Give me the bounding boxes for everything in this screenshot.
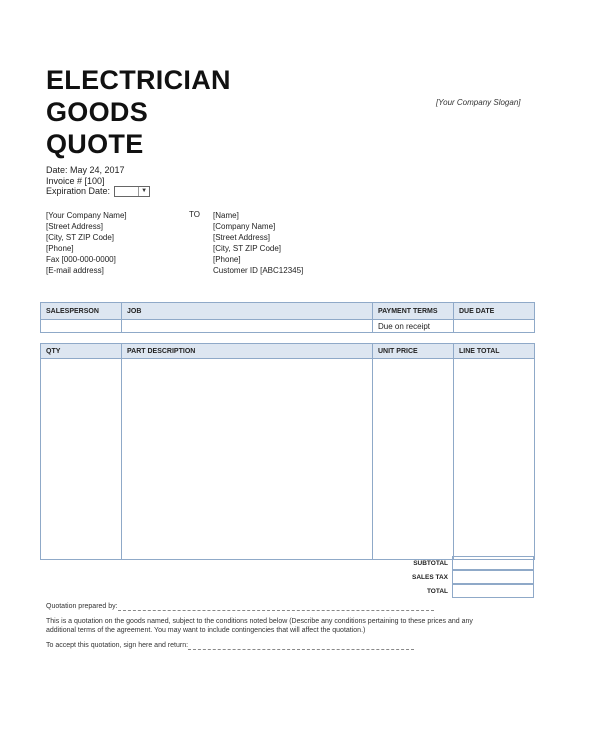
accept-line <box>46 641 476 650</box>
recipient-city: [City, ST ZIP Code] <box>213 244 282 253</box>
line-items-body <box>41 359 535 560</box>
qty-column[interactable] <box>41 359 122 560</box>
company-slogan: [Your Company Slogan] <box>436 98 521 107</box>
line-items-header-row <box>41 344 535 359</box>
part-description-column[interactable] <box>122 359 373 560</box>
payment-terms-header: PAYMENT TERMS <box>373 303 454 320</box>
job-header: JOB <box>122 303 373 320</box>
sender-city: [City, ST ZIP Code] <box>46 233 115 242</box>
subtotal-label: SUBTOTAL <box>413 559 448 567</box>
recipient-name: [Name] <box>213 211 239 220</box>
recipient-customer-id: Customer ID [ABC12345] <box>213 266 304 275</box>
quote-meta <box>46 165 150 197</box>
sender-fax: Fax [000-000-0000] <box>46 255 116 264</box>
unit-price-header: UNIT PRICE <box>373 344 454 359</box>
document-title <box>46 64 231 160</box>
chevron-down-icon: ▼ <box>138 187 149 196</box>
title-line-2: GOODS <box>46 97 149 127</box>
prepared-by-line <box>46 602 476 611</box>
sales-info-row <box>41 320 535 333</box>
qty-header: QTY <box>41 344 122 359</box>
date-line: Date: May 24, 2017 <box>46 165 125 175</box>
salesperson-cell[interactable] <box>41 320 122 333</box>
salesperson-header: SALESPERSON <box>41 303 122 320</box>
due-date-cell[interactable] <box>454 320 535 333</box>
total-label: TOTAL <box>426 587 448 595</box>
line-total-column[interactable] <box>454 359 535 560</box>
title-line-1: ELECTRICIAN <box>46 65 231 95</box>
quotation-terms: This is a quotation on the goods named, subject to the conditions noted below (Describe any conditions pertaining to these prices and any additional terms of the agreement. You may want to include contingencies that will affect the quotation.) <box>46 618 473 634</box>
recipient-street: [Street Address] <box>213 233 270 242</box>
accept-signature-line[interactable] <box>188 643 414 650</box>
total-row <box>372 584 534 598</box>
sales-info-table <box>40 302 535 333</box>
invoice-line: Invoice # [100] <box>46 175 105 186</box>
expiration-label: Expiration Date: <box>46 186 111 197</box>
line-total-header: LINE TOTAL <box>454 344 535 359</box>
part-description-header: PART DESCRIPTION <box>122 344 373 359</box>
sender-address <box>46 210 127 276</box>
expiration-line <box>46 186 150 197</box>
prepared-by-signature-line[interactable] <box>118 604 434 611</box>
recipient-company: [Company Name] <box>213 222 276 231</box>
expiration-date-dropdown[interactable] <box>114 186 150 197</box>
sales-tax-value[interactable] <box>452 570 534 584</box>
payment-terms-cell[interactable]: Due on receipt <box>373 320 454 333</box>
sender-email: [E-mail address] <box>46 266 104 275</box>
recipient-phone: [Phone] <box>213 255 241 264</box>
to-label: TO <box>189 210 200 219</box>
unit-price-column[interactable] <box>373 359 454 560</box>
job-cell[interactable] <box>122 320 373 333</box>
sales-tax-label: SALES TAX <box>412 573 448 581</box>
totals-block <box>372 556 534 598</box>
subtotal-value[interactable] <box>452 556 534 570</box>
total-value[interactable] <box>452 584 534 598</box>
sender-street: [Street Address] <box>46 222 103 231</box>
quote-footer <box>46 602 476 650</box>
line-items-table <box>40 343 535 560</box>
sender-company: [Your Company Name] <box>46 211 127 220</box>
prepared-by-label: Quotation prepared by: <box>46 603 118 610</box>
sales-info-header-row <box>41 303 535 320</box>
subtotal-row <box>372 556 534 570</box>
accept-label: To accept this quotation, sign here and return: <box>46 642 189 649</box>
due-date-header: DUE DATE <box>454 303 535 320</box>
recipient-address <box>213 210 303 276</box>
title-line-3: QUOTE <box>46 129 144 159</box>
sender-phone: [Phone] <box>46 244 74 253</box>
sales-tax-row <box>372 570 534 584</box>
